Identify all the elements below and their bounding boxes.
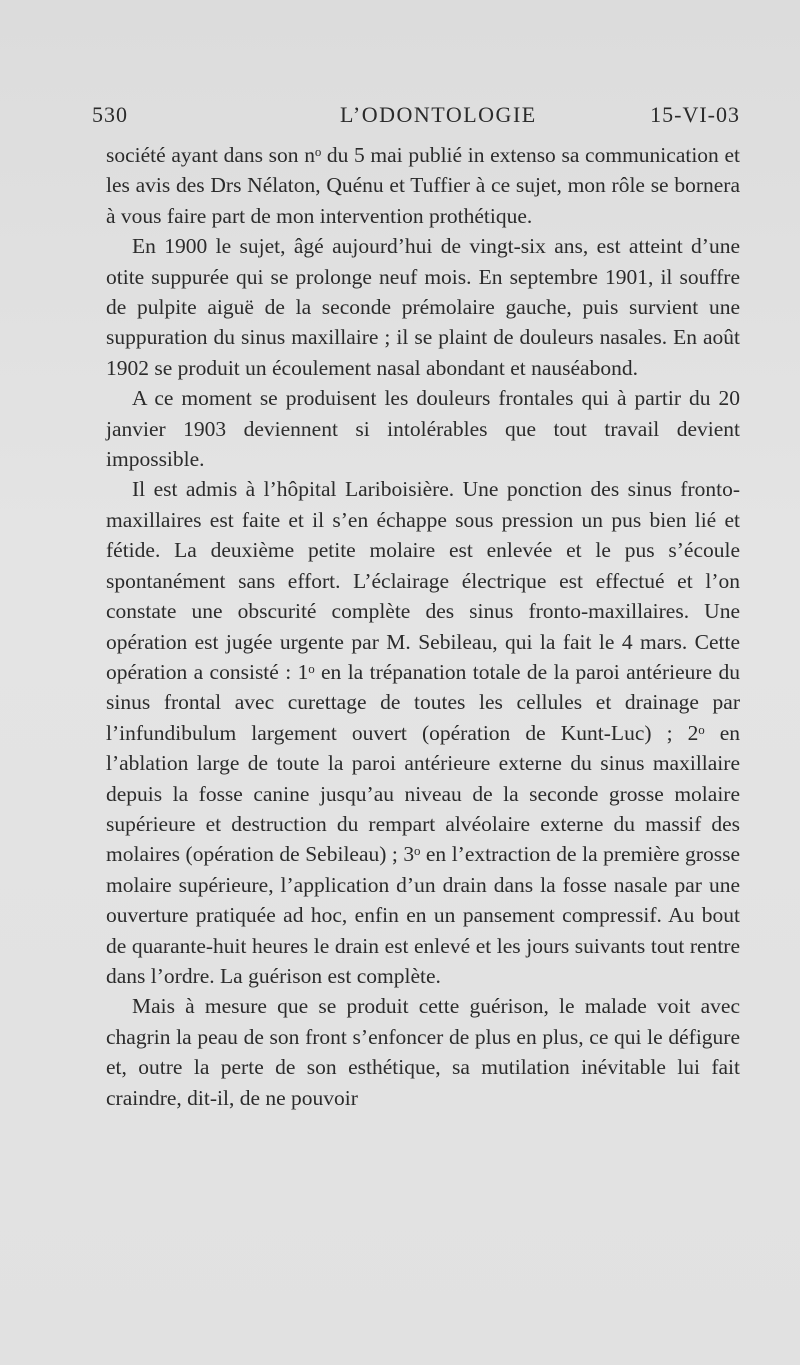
paragraph: A ce moment se produisent les douleurs frontales qui à partir du 20 janvier 1903 deviennent si intolérables que tout travail devient impossible. <box>106 386 740 472</box>
body-text <box>106 140 740 1113</box>
journal-title: L’ODONTOLOGIE <box>340 102 537 127</box>
page-number: 530 <box>92 102 128 127</box>
paragraph: En 1900 le sujet, âgé aujourd’hui de vingt-six ans, est atteint d’une otite suppurée qui se prolonge neuf mois. En septembre 1901, il souffre de pulpite aiguë de la seconde prémolaire gauche, puis survient une suppuration du sinus maxillaire ; il se plaint de douleurs nasales. En août 1902 se produit un écoulement nasal abondant et nauséabond. <box>106 234 740 380</box>
paragraph: Il est admis à l’hôpital Lariboisière. Une ponction des sinus fronto-maxillaires est faite et il s’en échappe sous pression un pus bien lié et fétide. La deuxième petite molaire est enlevée et le pus s’écoule spontanément sans effort. L’éclairage électrique est effectué et l’on constate une obscurité complète des sinus fronto-maxillaires. Une opération est jugée urgente par M. Sebileau, qui la fait le 4 mars. Cette opération a consisté : 1ᵒ en la trépanation totale de la paroi antérieure du sinus frontal avec curettage de toutes les cellules et drainage par l’infundibulum largement ouvert (opération de Kunt-Luc) ; 2ᵒ en l’ablation large de toute la paroi antérieure externe du sinus maxillaire depuis la fosse canine jusqu’au niveau de la seconde grosse molaire supérieure et destruction du rempart alvéolaire externe du massif des molaires (opération de Sebileau) ; 3ᵒ en l’extraction de la première grosse molaire supérieure, l’application d’un drain dans la fosse nasale par une ouverture pratiquée ad hoc, enfin en un pansement compressif. Au bout de quarante-huit heures le drain est enlevé et les jours suivants tout rentre dans l’ordre. La guérison est complète. <box>106 477 740 988</box>
issue-date: 15-VI-03 <box>650 102 740 127</box>
paragraph: Mais à mesure que se produit cette guérison, le malade voit avec chagrin la peau de son front s’enfoncer de plus en plus, ce qui le défigure et, outre la perte de son esthétique, sa mutilation inévitable lui fait craindre, dit-il, de ne pouvoir <box>106 994 740 1110</box>
paragraph-continuation: société ayant dans son nᵒ du 5 mai publié in extenso sa communication et les avis des Drs Nélaton, Quénu et Tuffier à ce sujet, mon rôle se bornera à vous faire part de mon intervention prothétique. <box>106 143 740 228</box>
running-header <box>92 102 740 132</box>
